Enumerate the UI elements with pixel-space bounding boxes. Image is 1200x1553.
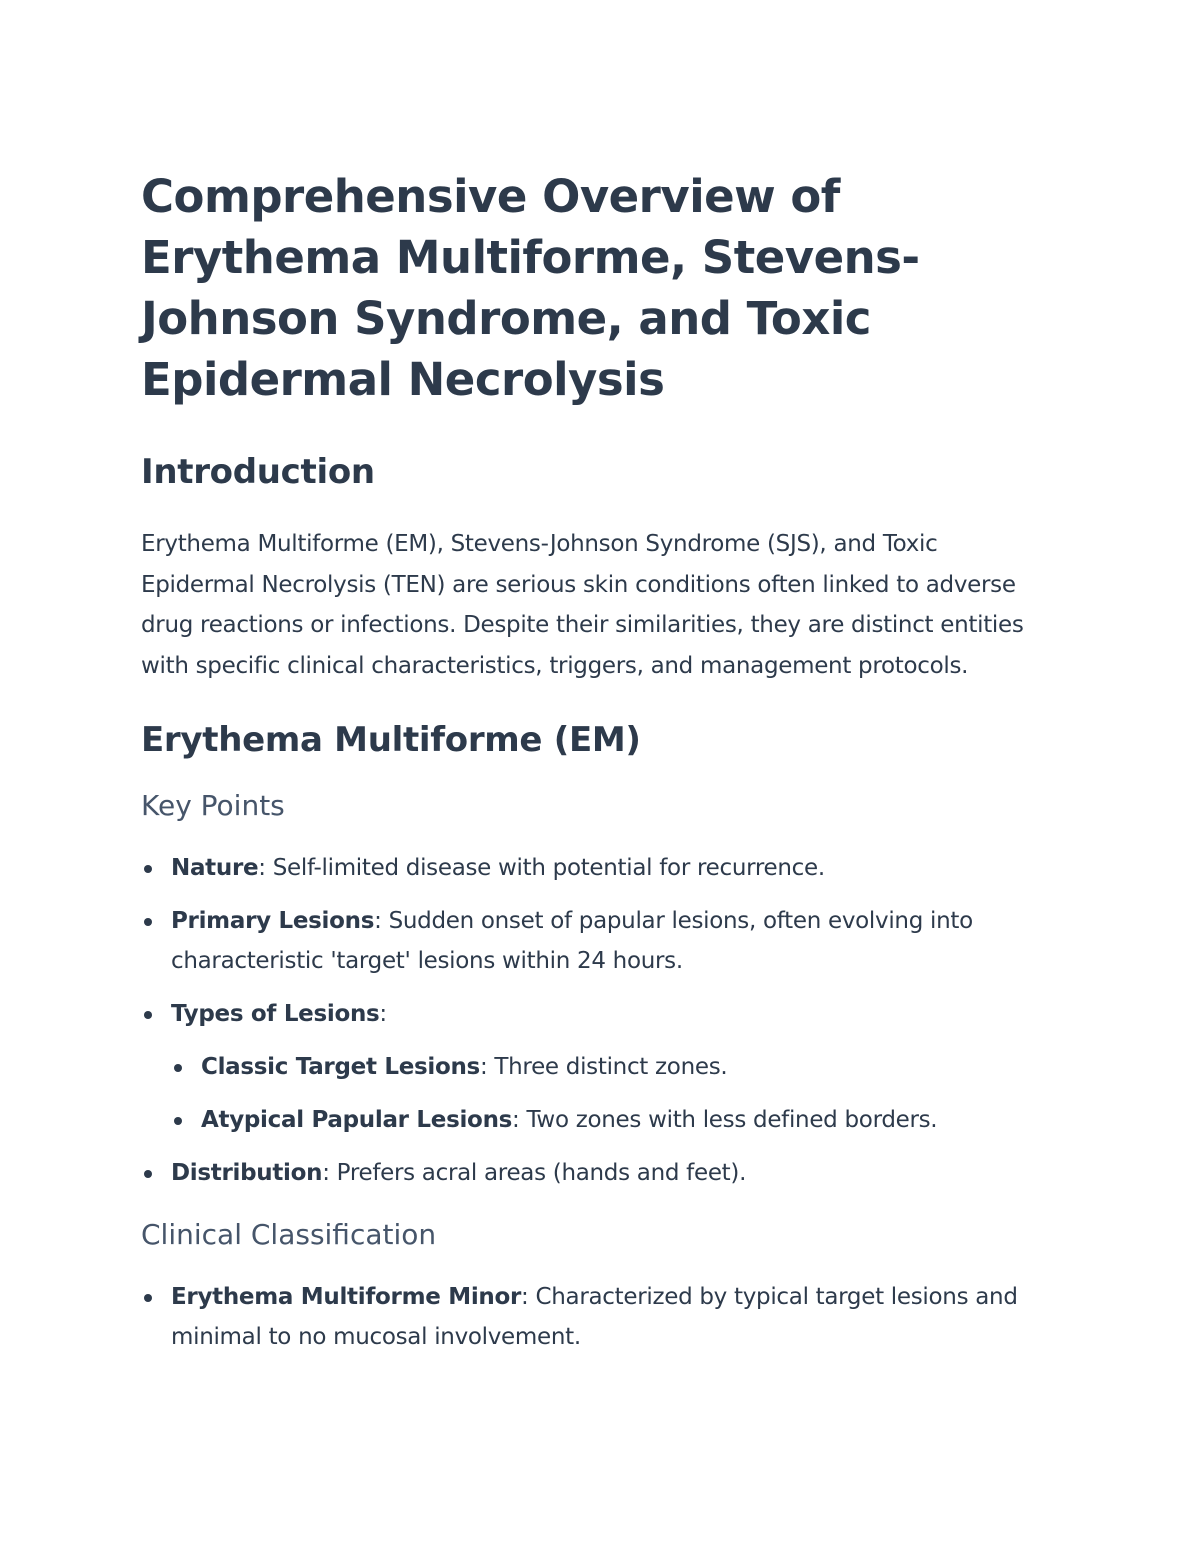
bullet-icon [144,1294,152,1302]
list-item [141,994,1050,1140]
list-item [141,901,1050,981]
sub-list-item-label: Classic Target Lesions [201,1054,480,1080]
key-points-list [141,848,1050,1193]
list-item [141,1277,1050,1357]
bullet-icon [144,865,152,873]
list-item-label: Types of Lesions [171,1001,380,1027]
list-item [141,848,1050,888]
list-item-text: : Sudden onset of papular lesions, often evolving into characteristic 'target' lesions within 24 hours. [171,908,973,974]
list-item-text: : Prefers acral areas (hands and feet). [322,1160,747,1186]
list-item-label: Erythema Multiforme Minor [171,1284,522,1310]
bullet-icon [174,1117,182,1125]
list-item-label: Distribution [171,1160,323,1186]
list-item-text: : [379,1001,387,1027]
lesion-types-sublist [171,1047,1050,1140]
em-section-heading: Erythema Multiforme (EM) [141,720,641,760]
sub-list-item [171,1047,1050,1087]
introduction-paragraph: Erythema Multiforme (EM), Stevens-Johnson Syndrome (SJS), and Toxic Epidermal Necrolysis (TEN) are serious skin conditions often linked to adverse drug reactions or infections. Despite their similarities, they are distinct entities with specific clinical characteristics, triggers, and management protocols. [141,531,1024,679]
page-title: Comprehensive Overview of Erythema Multiforme, Stevens-Johnson Syndrome, and Toxic Epidermal Necrolysis [141,170,920,406]
bullet-icon [174,1064,182,1072]
list-item-label: Nature [171,855,259,881]
list-item-text: : Self-limited disease with potential for recurrence. [258,855,825,881]
key-points-heading: Key Points [141,789,285,822]
sub-list-item-label: Atypical Papular Lesions [201,1107,513,1133]
bullet-icon [144,1011,152,1019]
clinical-classification-heading: Clinical Classification [141,1218,437,1251]
bullet-icon [144,1170,152,1178]
sub-list-item-text: : Two zones with less defined borders. [512,1107,938,1133]
introduction-heading: Introduction [141,452,375,492]
bullet-icon [144,918,152,926]
list-item-label: Primary Lesions [171,908,375,934]
sub-list-item [171,1100,1050,1140]
list-item [141,1153,1050,1193]
clinical-classification-list [141,1277,1050,1357]
list-item-text: : Characterized by typical target lesions and minimal to no mucosal involvement. [171,1284,1018,1350]
sub-list-item-text: : Three distinct zones. [479,1054,728,1080]
